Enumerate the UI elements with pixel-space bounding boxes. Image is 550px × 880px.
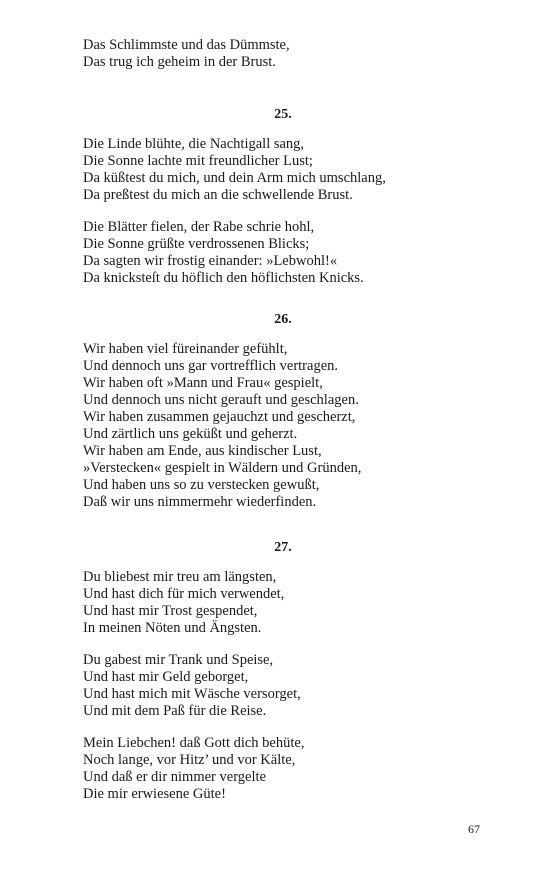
verse-line: Die Sonne grüßte verdrossenen Blicks; (83, 236, 310, 252)
verse-line: Und hast dich für mich verwendet, (83, 586, 285, 602)
verse-line: Wir haben zusammen gejauchzt und gescherzt, (83, 409, 356, 425)
verse-line: Und zärtlich uns geküßt und geherzt. (83, 426, 298, 442)
stanza (83, 136, 483, 204)
verse-line: Da knicksteſt du höflich den höflichsten Knicks. (83, 270, 364, 286)
verse-line: Wir haben viel füreinander gefühlt, (83, 341, 288, 357)
stanza (83, 735, 483, 803)
stanza (83, 569, 483, 637)
page-body (83, 37, 483, 803)
verse-line: Mein Liebchen! daß Gott dich behüte, (83, 735, 305, 751)
verse-line: Die Linde blühte, die Nachtigall sang, (83, 136, 305, 152)
verse-line: Und haben uns so zu verstecken gewußt, (83, 477, 320, 493)
poem-number: 26. (274, 312, 292, 327)
verse-line: Du gabest mir Trank und Speise, (83, 652, 274, 668)
verse-line: Und hast mir Geld geborget, (83, 669, 249, 685)
fragment-stanza (83, 37, 483, 71)
stanza (83, 341, 483, 511)
verse-line: Das trug ich geheim in der Brust. (83, 54, 276, 70)
page-number: 67 (468, 822, 480, 836)
verse-line: Und dennoch uns nicht gerauft und geschlagen. (83, 392, 359, 408)
verse-line: Da küßtest du mich, und dein Arm mich umschlang, (83, 170, 386, 186)
poem-number: 27. (274, 540, 292, 555)
verse-line: Die Sonne lachte mit freundlicher Lust; (83, 153, 313, 169)
poem-26 (83, 311, 483, 511)
verse-line: Daß wir uns nimmermehr wiederfinden. (83, 494, 317, 510)
verse-line: »Verstecken« gespielt in Wäldern und Gründen, (83, 460, 362, 476)
stanza (83, 219, 483, 287)
verse-line: Die Blätter fielen, der Rabe schrie hohl, (83, 219, 315, 235)
verse-line: Und hast mir Trost gespendet, (83, 603, 258, 619)
verse-line: Wir haben oft »Mann und Frau« gespielt, (83, 375, 323, 391)
verse-line: Und hast mich mit Wäsche versorget, (83, 686, 301, 702)
verse-line: Da preßtest du mich an die schwellende Brust. (83, 187, 353, 203)
verse-line: Und mit dem Paß für die Reise. (83, 703, 267, 719)
verse-line: Und daß er dir nimmer vergelte (83, 769, 266, 785)
verse-line: Die mir erwiesene Güte! (83, 786, 226, 802)
verse-line: Du bliebest mir treu am längsten, (83, 569, 277, 585)
verse-line: In meinen Nöten und Ängsten. (83, 620, 262, 636)
poem-number: 25. (274, 107, 292, 122)
verse-line: Und dennoch uns gar vortrefflich vertragen. (83, 358, 339, 374)
verse-line: Noch lange, vor Hitz’ und vor Kälte, (83, 752, 296, 768)
verse-line: Das Schlimmste und das Dümmste, (83, 37, 290, 53)
poem-25 (83, 106, 483, 287)
verse-line: Wir haben am Ende, aus kindischer Lust, (83, 443, 322, 459)
stanza (83, 652, 483, 720)
poem-27 (83, 539, 483, 803)
verse-line: Da sagten wir frostig einander: »Lebwohl!« (83, 253, 338, 269)
